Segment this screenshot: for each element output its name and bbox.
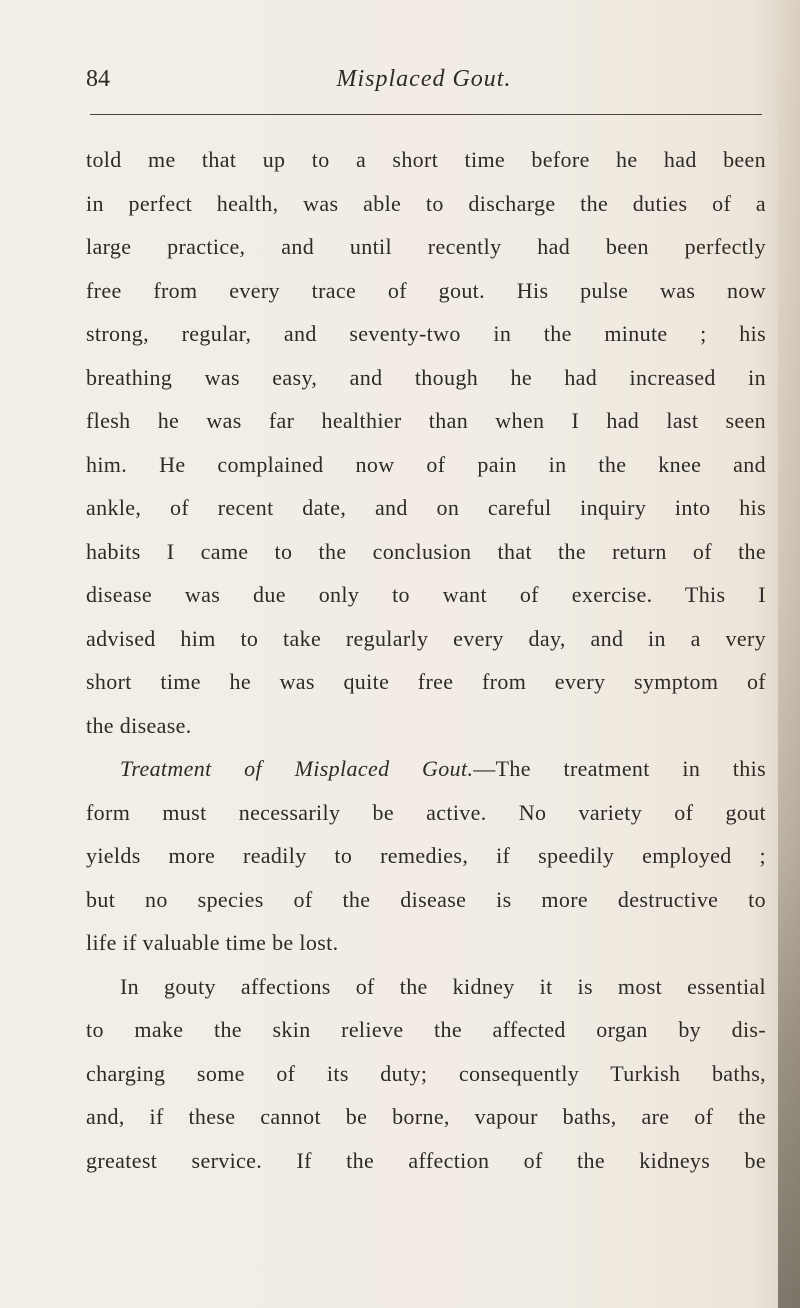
text-line: charging some of its duty; consequently Turkish baths, xyxy=(86,1060,766,1086)
text-line: the disease. xyxy=(86,712,192,738)
text-line: and, if these cannot be borne, vapour baths, are of the xyxy=(86,1104,766,1129)
header-rule xyxy=(90,114,762,115)
text-line: him. He complained now of pain in the knee and xyxy=(86,451,766,477)
text-line: told me that up to a short time before he had been xyxy=(86,147,766,172)
text-line: advised him to take regularly every day, and in a very xyxy=(86,625,766,651)
text-line: short time he was quite free from every symptom of xyxy=(86,669,766,694)
running-title: Misplaced Gout. xyxy=(336,66,512,92)
paragraph-2 xyxy=(86,747,766,965)
text-line: to make the skin relieve the affected organ by dis- xyxy=(86,1017,766,1042)
text-fragment: —The treatment in this xyxy=(473,756,766,781)
page-edge-stain xyxy=(778,0,800,1308)
text-line: greatest service. If the affection of the kidneys be xyxy=(86,1147,766,1173)
section-heading: Treatment of Misplaced Gout. xyxy=(120,756,474,781)
text-line: breathing was easy, and though he had increased in xyxy=(86,364,766,390)
body-text xyxy=(86,138,766,1182)
paragraph-1 xyxy=(86,138,766,747)
text-line: large practice, and until recently had been perfectly xyxy=(86,234,766,259)
text-line: strong, regular, and seventy-two in the minute ; his xyxy=(86,321,766,346)
text-line: flesh he was far healthier than when I had last seen xyxy=(86,408,766,433)
text-line: ankle, of recent date, and on careful inquiry into his xyxy=(86,495,766,520)
paragraph-3 xyxy=(86,965,766,1183)
text-line: habits I came to the conclusion that the return of the xyxy=(86,538,766,564)
text-line: yields more readily to remedies, if speedily employed ; xyxy=(86,843,766,868)
text-line xyxy=(86,747,766,791)
text-line: life if valuable time be lost. xyxy=(86,930,339,955)
page-number: 84 xyxy=(86,66,110,92)
text-line: but no species of the disease is more destructive to xyxy=(86,886,766,912)
text-line: disease was due only to want of exercise. This I xyxy=(86,582,766,607)
text-line: in perfect health, was able to discharge the duties of a xyxy=(86,190,766,216)
text-line: form must necessarily be active. No variety of gout xyxy=(86,799,766,825)
text-line: free from every trace of gout. His pulse was now xyxy=(86,277,766,303)
text-line: In gouty affections of the kidney it is most essential xyxy=(120,973,766,999)
page-header xyxy=(86,66,762,106)
